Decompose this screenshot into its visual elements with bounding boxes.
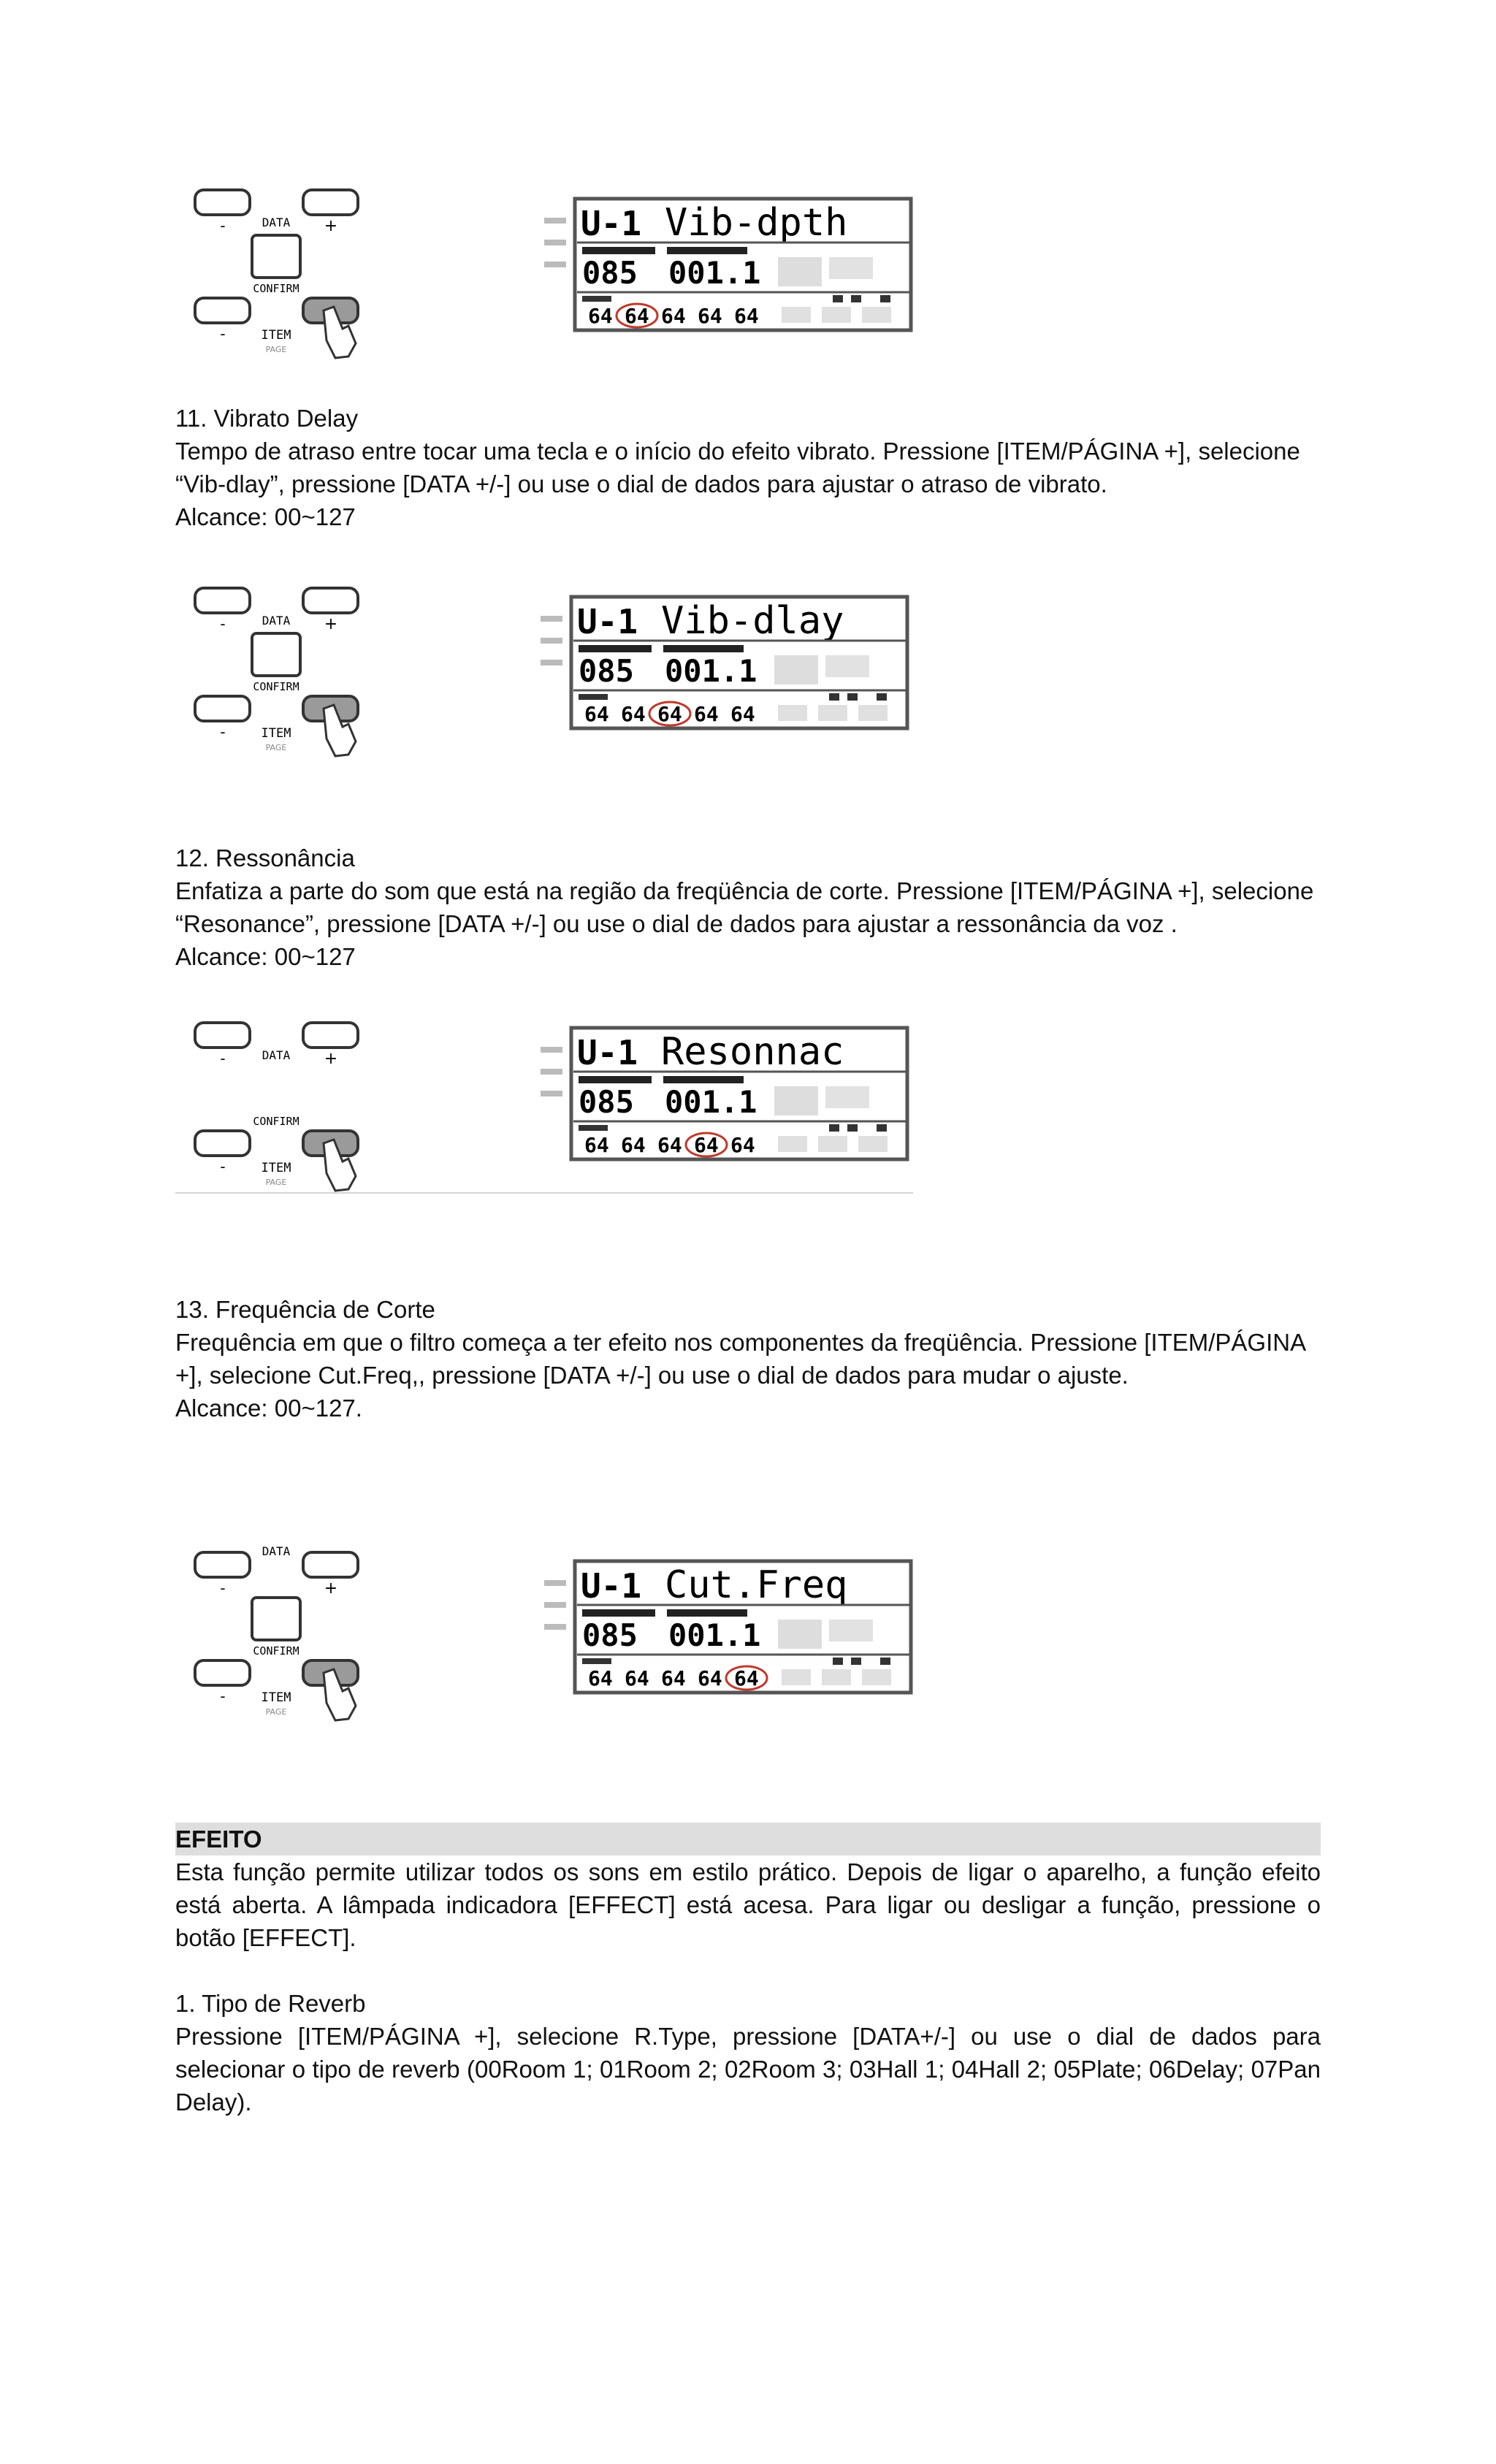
lcd-bar: 001.1 (668, 255, 761, 291)
data-plus-button[interactable] (303, 190, 358, 215)
side-indicators (541, 1047, 562, 1096)
section-heading: 12. Ressonância (175, 844, 355, 871)
lcd-tempo: 085 (582, 1617, 638, 1653)
lcd-title: Cut.Freq (665, 1563, 848, 1607)
data-label: DATA (262, 614, 291, 628)
confirm-button[interactable] (252, 235, 300, 278)
lcd-tempo: 085 (579, 1084, 634, 1120)
data-plus-button[interactable] (303, 1552, 358, 1577)
item-minus-button[interactable] (195, 1131, 250, 1156)
section-heading: EFEITO (175, 1823, 1321, 1855)
lcd-prefix: U-1 (581, 204, 642, 243)
confirm-label: CONFIRM (253, 1115, 299, 1128)
lcd-title: Resonnac (661, 1030, 844, 1074)
lcd-tempo: 085 (579, 653, 634, 689)
page-label: PAGE (265, 1707, 287, 1717)
lcd-param-value: 64 (730, 702, 755, 726)
control-panel-figure-2 (186, 581, 383, 763)
lcd-title: Vib-dlay (661, 599, 844, 643)
lcd-param-value: 64 (588, 304, 613, 328)
section-efeito (175, 1823, 1321, 1954)
item-label: ITEM (261, 328, 291, 343)
minus-label: - (220, 723, 226, 741)
data-minus-button[interactable] (195, 588, 250, 613)
minus-label: - (220, 1158, 226, 1175)
confirm-button[interactable] (252, 633, 300, 676)
plus-label: + (324, 217, 338, 235)
side-indicators (544, 1580, 566, 1630)
lcd-dim-segment (862, 1669, 891, 1685)
confirm-button[interactable] (252, 1598, 300, 1640)
lcd-param-value: 64 (734, 1666, 759, 1690)
section-body-line: Frequência em que o filtro começa a ter efeito nos componentes da freqüência. Pressione [ITEM/PÁGINA (175, 1329, 1307, 1356)
figure-divider (175, 1192, 913, 1194)
section-range: Alcance: 00~127 (175, 943, 356, 970)
data-minus-button[interactable] (195, 190, 250, 215)
section-body: Pressione [ITEM/PÁGINA +], selecione R.Type, pressione [DATA+/-] ou use o dial de dados para selecionar o tipo de reverb (00Room 1; 01Room 2; 02Room 3; 03Hall 1; 04Hall 2; 05Plate; 06Delay; 07Pan Delay). (175, 2023, 1321, 2116)
plus-label: + (324, 615, 338, 633)
plus-label: + (324, 1050, 338, 1068)
lcd-param-value: 64 (621, 1133, 646, 1157)
item-minus-button[interactable] (195, 298, 250, 323)
lcd-dim-segment (858, 705, 888, 721)
data-plus-button[interactable] (303, 588, 358, 613)
lcd-param-value: 64 (734, 304, 759, 328)
lcd-dim-segment (818, 1136, 847, 1152)
lcd-param-value: 64 (621, 702, 646, 726)
lcd-param-value: 64 (694, 1133, 719, 1157)
lcd-display-figure-1 (537, 190, 917, 336)
lcd-param-value: 64 (694, 702, 719, 726)
data-label: DATA (262, 1545, 291, 1558)
minus-label: - (220, 217, 226, 234)
lcd-display-figure-3 (533, 1019, 913, 1165)
section-range: Alcance: 00~127. (175, 1395, 362, 1422)
lcd-dim-segment (778, 1136, 807, 1152)
section-body-line: “Vib-dlay”, pressione [DATA +/-] ou use o dial de dados para ajustar o atraso de vibrato. (175, 470, 1107, 497)
section-heading: 1. Tipo de Reverb (175, 1990, 366, 2017)
minus-label: - (220, 1050, 226, 1067)
lcd-param-value: 64 (661, 1666, 686, 1690)
section-heading: 11. Vibrato Delay (175, 405, 359, 432)
data-label: DATA (262, 1048, 291, 1062)
plus-label: + (324, 1579, 338, 1598)
lcd-param-value: 64 (698, 304, 722, 328)
section-body-line: “Resonance”, pressione [DATA +/-] ou use o dial de dados para ajustar a ressonância da voz . (175, 910, 1178, 937)
lcd-display-figure-4 (537, 1552, 917, 1698)
lcd-dim-segment (862, 307, 891, 323)
section-vibrato-delay (175, 402, 1321, 533)
item-label: ITEM (261, 1690, 291, 1705)
control-panel-figure-1 (186, 183, 383, 365)
section-heading: 13. Frequência de Corte (175, 1296, 435, 1323)
lcd-tempo: 085 (582, 255, 638, 291)
item-minus-button[interactable] (195, 696, 250, 721)
confirm-label: CONFIRM (253, 680, 299, 693)
minus-label: - (220, 325, 226, 343)
lcd-param-value: 64 (657, 702, 682, 726)
lcd-dim-segment (778, 705, 807, 721)
lcd-param-value: 64 (625, 304, 649, 328)
item-label: ITEM (261, 726, 291, 741)
lcd-prefix: U-1 (577, 602, 638, 641)
lcd-prefix: U-1 (577, 1033, 638, 1072)
control-panel-figure-4 (186, 1545, 383, 1728)
lcd-param-value: 64 (584, 1133, 609, 1157)
lcd-param-value: 64 (661, 304, 686, 328)
lcd-bar: 001.1 (668, 1617, 761, 1653)
page-label: PAGE (265, 1178, 287, 1187)
page-label: PAGE (265, 345, 287, 354)
section-cutoff (175, 1293, 1321, 1424)
data-label: DATA (262, 215, 291, 229)
data-minus-button[interactable] (195, 1552, 250, 1577)
section-body-line: +], selecione Cut.Freq,, pressione [DATA +/-] ou use o dial de dados para mudar o ajuste. (175, 1362, 1129, 1389)
lcd-param-value: 64 (584, 702, 609, 726)
lcd-bar: 001.1 (665, 653, 757, 689)
lcd-title: Vib-dpth (665, 201, 848, 245)
lcd-dim-segment (858, 1136, 888, 1152)
minus-label: - (220, 1687, 226, 1705)
section-body: Esta função permite utilizar todos os sons em estilo prático. Depois de ligar o aparelho, a função efeito está aberta. A lâmpada indicadora [EFFECT] está acesa. Para ligar ou desligar a função, pressione o botão [EFFECT]. (175, 1858, 1321, 1951)
data-plus-button[interactable] (303, 1023, 358, 1048)
lcd-dim-segment (818, 705, 847, 721)
side-indicators (541, 616, 562, 665)
lcd-display-figure-2 (533, 588, 913, 734)
lcd-prefix: U-1 (581, 1566, 642, 1606)
lcd-dim-segment (782, 1669, 811, 1685)
lcd-dim-segment (822, 307, 851, 323)
control-panel-figure-3 (186, 1015, 383, 1198)
lcd-param-value: 64 (657, 1133, 682, 1157)
lcd-bar: 001.1 (665, 1084, 757, 1120)
lcd-param-value: 64 (625, 1666, 649, 1690)
page-label: PAGE (265, 743, 287, 752)
lcd-param-value: 64 (588, 1666, 613, 1690)
data-minus-button[interactable] (195, 1023, 250, 1048)
section-body-line: Enfatiza a parte do som que está na região da freqüência de corte. Pressione [ITEM/PÁGINA +], selecione (175, 877, 1314, 904)
section-body-line: Tempo de atraso entre tocar uma tecla e o início do efeito vibrato. Pressione [ITEM/PÁGINA +], selecione (175, 438, 1300, 465)
section-range: Alcance: 00~127 (175, 503, 356, 530)
item-minus-button[interactable] (195, 1660, 250, 1685)
confirm-label: CONFIRM (253, 1644, 299, 1658)
lcd-param-value: 64 (730, 1133, 755, 1157)
side-indicators (544, 218, 566, 267)
section-reverb-type (175, 1987, 1321, 2118)
item-label: ITEM (261, 1161, 291, 1175)
minus-label: - (220, 1579, 226, 1597)
lcd-dim-segment (782, 307, 811, 323)
section-resonance (175, 842, 1321, 973)
minus-label: - (220, 615, 226, 633)
confirm-label: CONFIRM (253, 282, 299, 295)
lcd-dim-segment (822, 1669, 851, 1685)
lcd-param-value: 64 (698, 1666, 722, 1690)
